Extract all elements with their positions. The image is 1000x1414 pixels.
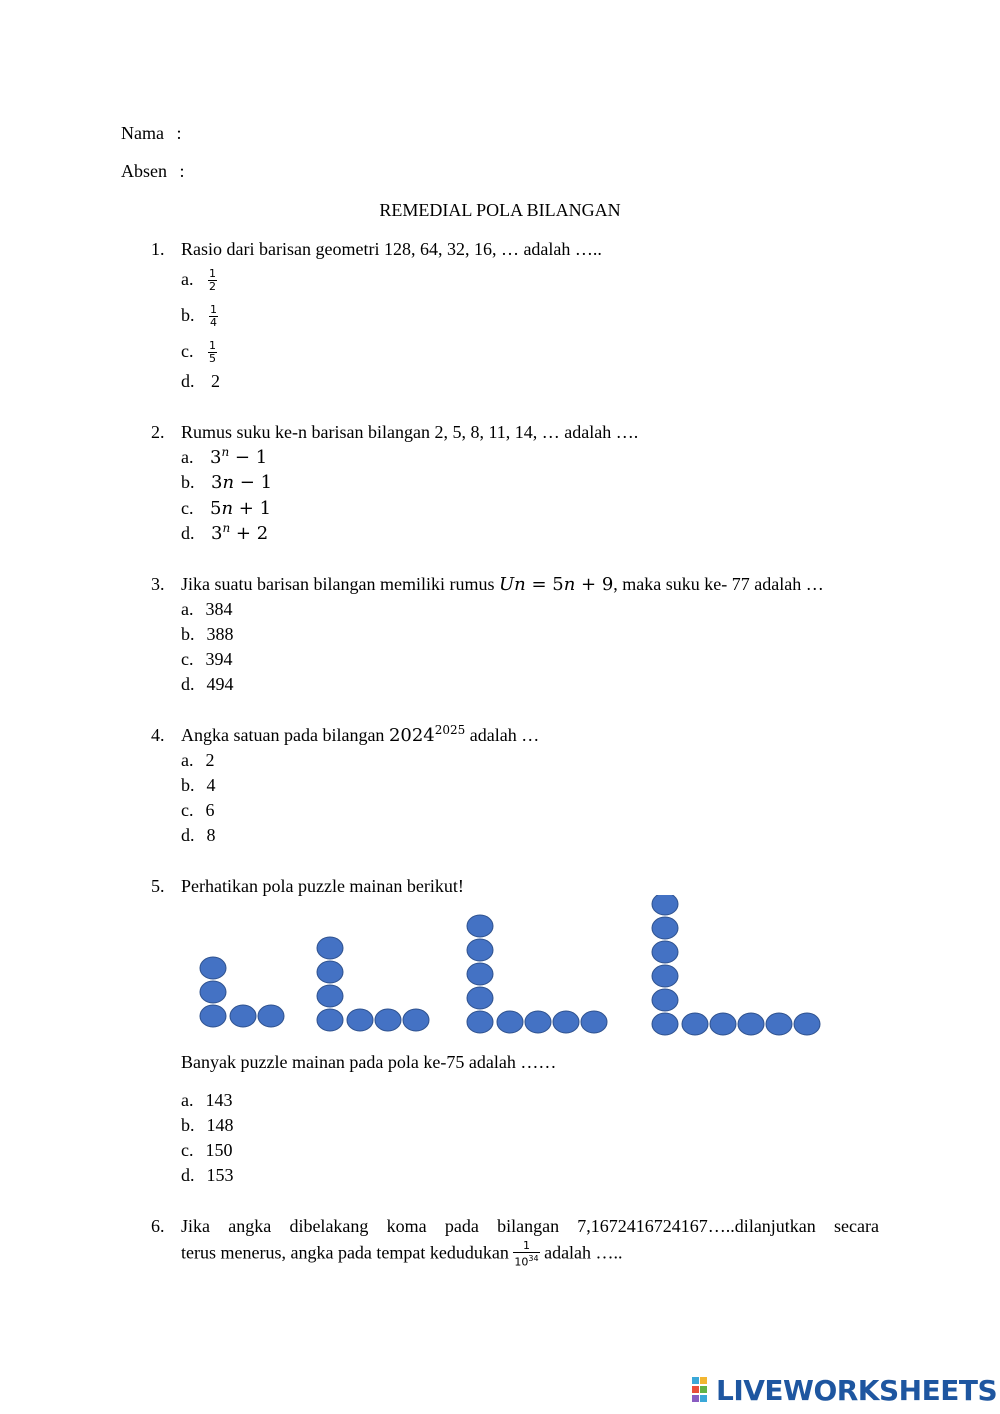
puzzle-piece (766, 1013, 792, 1035)
q5-question: Banyak puzzle mainan pada pola ke-75 adalah …… (181, 1052, 557, 1072)
q1-number: 1. (151, 239, 165, 259)
puzzle-piece (467, 915, 493, 937)
q1-option-d[interactable]: d. 2 (181, 371, 220, 391)
formula: $3^n + 2$ (211, 521, 269, 544)
q5-number: 5. (151, 876, 165, 896)
puzzle-piece (652, 965, 678, 987)
puzzle-piece (467, 987, 493, 1009)
puzzle-piece (710, 1013, 736, 1035)
puzzle-piece (652, 941, 678, 963)
q3-number: 3. (151, 574, 165, 594)
q2-option-c[interactable]: c. 5n + 1 (181, 498, 272, 519)
q4-option-b[interactable]: b. 4 (181, 775, 216, 795)
puzzle-piece (467, 963, 493, 985)
puzzle-pattern-2 (317, 937, 429, 1031)
q4-option-c[interactable]: c. 6 (181, 800, 215, 820)
q3-text: Jika suatu barisan bilangan memiliki rumus Un = 5n + 9, maka suku ke- 77 adalah … (181, 574, 824, 595)
puzzle-piece (375, 1009, 401, 1031)
q5-option-b[interactable]: b. 148 (181, 1115, 234, 1135)
puzzle-piece (200, 957, 226, 979)
puzzle-piece (347, 1009, 373, 1031)
puzzle-piece (403, 1009, 429, 1031)
puzzle-pattern-4 (652, 895, 820, 1035)
fraction: $\frac{1}{5}$ (209, 339, 216, 366)
q3-option-b[interactable]: b. 388 (181, 624, 234, 644)
puzzle-piece (230, 1005, 256, 1027)
puzzle-piece (497, 1011, 523, 1033)
q2-number: 2. (151, 422, 165, 442)
fraction: $\frac{1}{2}$ (209, 267, 216, 294)
fraction: $\frac{1}{4}$ (210, 303, 217, 330)
puzzle-piece (652, 917, 678, 939)
puzzle-piece (553, 1011, 579, 1033)
puzzle-piece (581, 1011, 607, 1033)
q4-number: 4. (151, 725, 165, 745)
puzzle-piece (652, 1013, 678, 1035)
name-field (121, 122, 182, 144)
puzzle-piece (317, 961, 343, 983)
q5-option-a[interactable]: a. 143 (181, 1090, 233, 1110)
puzzle-piece (467, 939, 493, 961)
puzzle-pattern-3 (467, 915, 607, 1033)
q6-line2: terus menerus, angka pada tempat kedudukan $\frac{1}{10^{34}}$ adalah ….. (181, 1239, 623, 1269)
q5-text: Perhatikan pola puzzle mainan berikut! (181, 876, 464, 896)
q1-option-c[interactable]: c. $\frac{1}{5}$ (181, 339, 216, 366)
puzzle-piece (258, 1005, 284, 1027)
puzzle-piece (467, 1011, 493, 1033)
liveworksheets-brand: LIVEWORKSHEETS (716, 1373, 998, 1407)
name-separator: : (176, 123, 182, 143)
formula: 3n − 1 (211, 472, 273, 493)
q4-option-a[interactable]: a. 2 (181, 750, 215, 770)
q5-option-d[interactable]: d. 153 (181, 1165, 234, 1185)
absen-label: Absen (121, 161, 167, 181)
q1-option-a[interactable]: a. $\frac{1}{2}$ (181, 267, 216, 294)
q4-text: Angka satuan pada bilangan $2024^{2025}$ adalah … (181, 723, 540, 746)
puzzle-pattern-1 (200, 957, 284, 1027)
q1-option-b[interactable]: b. $\frac{1}{4}$ (181, 303, 217, 330)
q2-option-b[interactable]: b. 3n − 1 (181, 472, 273, 493)
q3-option-a[interactable]: a. 384 (181, 599, 233, 619)
absen-field (121, 160, 185, 182)
liveworksheets-logo-icon (692, 1377, 716, 1403)
q1-text: Rasio dari barisan geometri 128, 64, 32, 16, … adalah ….. (181, 239, 602, 259)
puzzle-piece (794, 1013, 820, 1035)
q3-option-c[interactable]: c. 394 (181, 649, 233, 669)
q4-option-d[interactable]: d. 8 (181, 825, 216, 845)
q2-option-a[interactable]: a. $3^n - 1$ (181, 445, 268, 468)
page-title: REMEDIAL POLA BILANGAN (379, 200, 621, 220)
absen-separator: : (179, 161, 185, 181)
formula: $2024^{2025}$ (388, 723, 466, 746)
q2-option-d[interactable]: d. $3^n + 2$ (181, 521, 269, 544)
name-label: Nama (121, 123, 164, 143)
fraction: $\frac{1}{10^{34}}$ (514, 1239, 539, 1269)
puzzle-piece (200, 1005, 226, 1027)
formula: 5n + 1 (210, 498, 272, 519)
puzzle-piece (738, 1013, 764, 1035)
puzzle-piece (652, 989, 678, 1011)
puzzle-piece (652, 895, 678, 915)
puzzle-piece (200, 981, 226, 1003)
liveworksheets-logo[interactable] (692, 1374, 997, 1406)
puzzle-pattern-figure (190, 895, 840, 1040)
formula: $3^n - 1$ (210, 445, 268, 468)
q3-option-d[interactable]: d. 494 (181, 674, 234, 694)
puzzle-piece (317, 937, 343, 959)
puzzle-piece (317, 1009, 343, 1031)
puzzle-piece (317, 985, 343, 1007)
q5-option-c[interactable]: c. 150 (181, 1140, 233, 1160)
puzzle-piece (682, 1013, 708, 1035)
q6-number: 6. (151, 1216, 165, 1236)
q2-text: Rumus suku ke-n barisan bilangan 2, 5, 8, 11, 14, … adalah …. (181, 422, 639, 442)
puzzle-piece (525, 1011, 551, 1033)
q6-line1: Jika angka dibelakang koma pada bilangan 7,1672416724167…..dilanjutkan secara (181, 1216, 879, 1236)
formula: Un = 5n + 9 (498, 574, 614, 595)
